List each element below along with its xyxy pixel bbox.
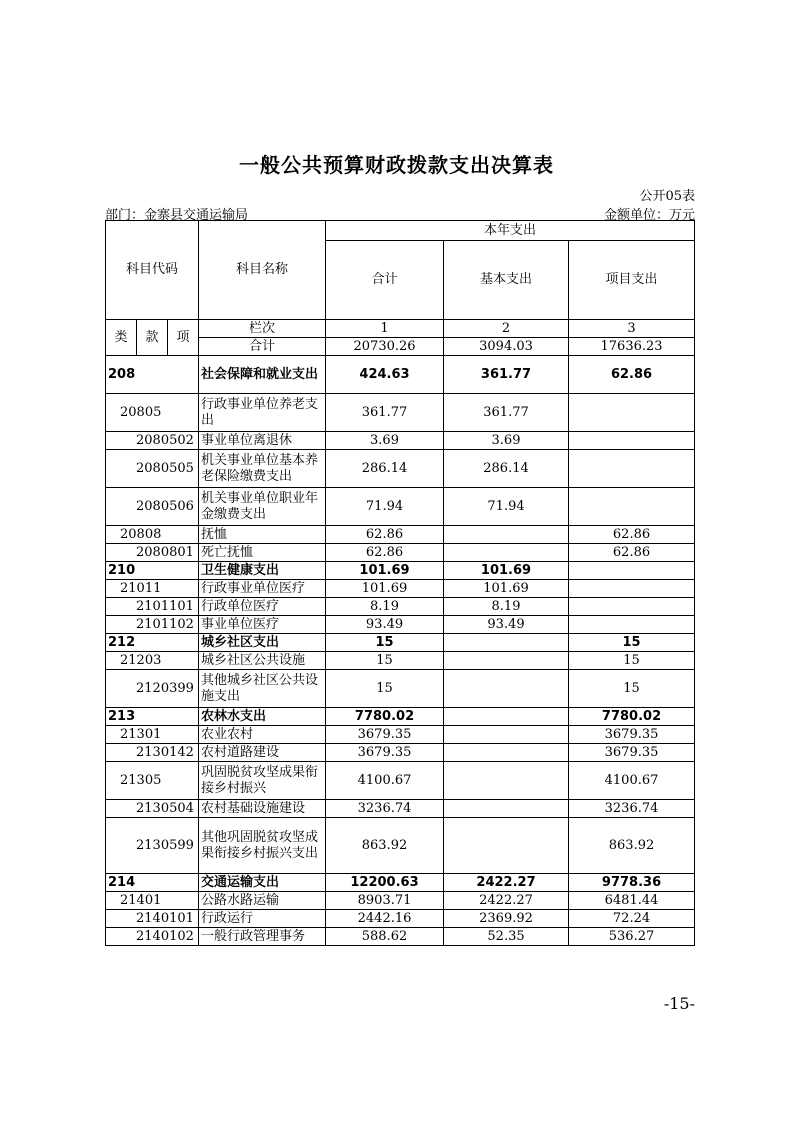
row-total: 12200.63 — [326, 874, 444, 892]
table-row — [106, 356, 695, 394]
row-basic: 361.77 — [444, 356, 569, 394]
row-basic: 8.19 — [444, 598, 569, 616]
row-name: 行政单位医疗 — [199, 598, 326, 616]
row-basic — [444, 634, 569, 652]
row-project — [569, 598, 695, 616]
row-code: 2140101 — [106, 910, 199, 928]
row-project — [569, 432, 695, 450]
grand-total-label: 合计 — [199, 338, 326, 356]
row-project: 4100.67 — [569, 762, 695, 800]
row-total: 424.63 — [326, 356, 444, 394]
row-basic — [444, 544, 569, 562]
row-basic: 3.69 — [444, 432, 569, 450]
table-row — [106, 800, 695, 818]
header-column-index: 栏次 — [199, 320, 326, 338]
header-current-year: 本年支出 — [326, 221, 695, 241]
row-code: 2140102 — [106, 928, 199, 946]
row-code: 208 — [106, 356, 199, 394]
row-basic — [444, 762, 569, 800]
row-basic: 101.69 — [444, 562, 569, 580]
row-project: 62.86 — [569, 544, 695, 562]
header-kuan: 款 — [137, 320, 168, 356]
row-code: 21305 — [106, 762, 199, 800]
row-code: 2130504 — [106, 800, 199, 818]
header-project: 项目支出 — [569, 241, 695, 320]
row-total: 3679.35 — [326, 726, 444, 744]
row-name: 农业农村 — [199, 726, 326, 744]
row-total: 4100.67 — [326, 762, 444, 800]
row-total: 71.94 — [326, 488, 444, 526]
row-name: 其他城乡社区公共设施支出 — [199, 670, 326, 708]
row-code: 2080502 — [106, 432, 199, 450]
row-total: 62.86 — [326, 544, 444, 562]
row-code: 214 — [106, 874, 199, 892]
row-total: 3.69 — [326, 432, 444, 450]
table-row — [106, 928, 695, 946]
grand-total-total: 20730.26 — [326, 338, 444, 356]
table-row — [106, 562, 695, 580]
row-total: 588.62 — [326, 928, 444, 946]
header-col2: 2 — [444, 320, 569, 338]
table-row — [106, 892, 695, 910]
row-name: 抚恤 — [199, 526, 326, 544]
row-total: 8903.71 — [326, 892, 444, 910]
row-code: 20808 — [106, 526, 199, 544]
row-basic: 361.77 — [444, 394, 569, 432]
row-project: 6481.44 — [569, 892, 695, 910]
table-row — [106, 762, 695, 800]
row-project: 9778.36 — [569, 874, 695, 892]
row-code: 2130142 — [106, 744, 199, 762]
row-code: 2080801 — [106, 544, 199, 562]
row-name: 城乡社区支出 — [199, 634, 326, 652]
row-total: 7780.02 — [326, 708, 444, 726]
table-row — [106, 580, 695, 598]
row-project — [569, 450, 695, 488]
row-name: 农林水支出 — [199, 708, 326, 726]
document-title: 一般公共预算财政拨款支出决算表 — [239, 153, 554, 177]
table-row — [106, 634, 695, 652]
row-name: 农村基础设施建设 — [199, 800, 326, 818]
row-code: 21203 — [106, 652, 199, 670]
row-total: 3679.35 — [326, 744, 444, 762]
row-project: 15 — [569, 652, 695, 670]
row-code: 2101102 — [106, 616, 199, 634]
row-name: 卫生健康支出 — [199, 562, 326, 580]
row-code: 2120399 — [106, 670, 199, 708]
row-basic: 71.94 — [444, 488, 569, 526]
row-basic: 2369.92 — [444, 910, 569, 928]
table-row — [106, 910, 695, 928]
row-basic: 286.14 — [444, 450, 569, 488]
row-project: 3679.35 — [569, 744, 695, 762]
row-basic — [444, 800, 569, 818]
row-total: 62.86 — [326, 526, 444, 544]
row-code: 2130599 — [106, 818, 199, 874]
row-project: 536.27 — [569, 928, 695, 946]
row-name: 行政运行 — [199, 910, 326, 928]
table-row — [106, 432, 695, 450]
row-code: 2101101 — [106, 598, 199, 616]
row-name: 公路水路运输 — [199, 892, 326, 910]
row-name: 行政事业单位养老支出 — [199, 394, 326, 432]
row-name: 一般行政管理事务 — [199, 928, 326, 946]
row-total: 2442.16 — [326, 910, 444, 928]
row-project: 15 — [569, 634, 695, 652]
row-basic — [444, 708, 569, 726]
row-project: 72.24 — [569, 910, 695, 928]
row-basic: 93.49 — [444, 616, 569, 634]
header-col1: 1 — [326, 320, 444, 338]
row-basic — [444, 818, 569, 874]
row-code: 213 — [106, 708, 199, 726]
row-project: 863.92 — [569, 818, 695, 874]
row-name: 死亡抚恤 — [199, 544, 326, 562]
row-basic — [444, 526, 569, 544]
row-project: 62.86 — [569, 356, 695, 394]
table-row — [106, 670, 695, 708]
row-project — [569, 394, 695, 432]
row-project — [569, 488, 695, 526]
row-basic — [444, 726, 569, 744]
row-code: 210 — [106, 562, 199, 580]
row-name: 农村道路建设 — [199, 744, 326, 762]
table-number: 公开05表 — [639, 189, 695, 204]
row-code: 212 — [106, 634, 199, 652]
table-row — [106, 598, 695, 616]
row-basic — [444, 652, 569, 670]
row-project: 3679.35 — [569, 726, 695, 744]
row-basic: 52.35 — [444, 928, 569, 946]
row-basic — [444, 744, 569, 762]
row-project: 15 — [569, 670, 695, 708]
row-name: 社会保障和就业支出 — [199, 356, 326, 394]
table-row — [106, 394, 695, 432]
row-basic: 2422.27 — [444, 892, 569, 910]
grand-total-basic: 3094.03 — [444, 338, 569, 356]
row-project — [569, 562, 695, 580]
row-name: 交通运输支出 — [199, 874, 326, 892]
row-project — [569, 580, 695, 598]
row-total: 361.77 — [326, 394, 444, 432]
table-row — [106, 544, 695, 562]
row-total: 101.69 — [326, 580, 444, 598]
row-name: 其他巩固脱贫攻坚成果衔接乡村振兴支出 — [199, 818, 326, 874]
table-row — [106, 744, 695, 762]
row-total: 93.49 — [326, 616, 444, 634]
row-name: 巩固脱贫攻坚成果衔接乡村振兴 — [199, 762, 326, 800]
table-row — [106, 526, 695, 544]
row-total: 8.19 — [326, 598, 444, 616]
table-row — [106, 488, 695, 526]
row-basic — [444, 670, 569, 708]
row-name: 机关事业单位职业年金缴费支出 — [199, 488, 326, 526]
row-project: 7780.02 — [569, 708, 695, 726]
table-row — [106, 616, 695, 634]
grand-total-project: 17636.23 — [569, 338, 695, 356]
row-total: 3236.74 — [326, 800, 444, 818]
department-label: 部门：金寨县交通运输局 — [105, 208, 249, 223]
row-code: 2080505 — [106, 450, 199, 488]
table-row — [106, 652, 695, 670]
row-code: 20805 — [106, 394, 199, 432]
row-name: 机关事业单位基本养老保险缴费支出 — [199, 450, 326, 488]
row-name: 事业单位离退休 — [199, 432, 326, 450]
row-total: 863.92 — [326, 818, 444, 874]
expenditure-table — [105, 220, 695, 946]
amount-unit-label: 金额单位：万元 — [603, 208, 695, 223]
row-code: 2080506 — [106, 488, 199, 526]
row-code: 21301 — [106, 726, 199, 744]
table-row — [106, 450, 695, 488]
table-row — [106, 726, 695, 744]
row-total: 15 — [326, 652, 444, 670]
row-code: 21401 — [106, 892, 199, 910]
row-project: 3236.74 — [569, 800, 695, 818]
header-total: 合计 — [326, 241, 444, 320]
header-name: 科目名称 — [199, 221, 326, 320]
row-basic: 101.69 — [444, 580, 569, 598]
row-code: 21011 — [106, 580, 199, 598]
row-name: 行政事业单位医疗 — [199, 580, 326, 598]
row-total: 15 — [326, 670, 444, 708]
header-row-3 — [106, 320, 695, 338]
header-code: 科目代码 — [106, 221, 199, 320]
header-basic: 基本支出 — [444, 241, 569, 320]
table-row — [106, 874, 695, 892]
row-total: 15 — [326, 634, 444, 652]
row-total: 101.69 — [326, 562, 444, 580]
header-lei: 类 — [106, 320, 137, 356]
row-project — [569, 616, 695, 634]
table-row — [106, 708, 695, 726]
page-number: -15- — [663, 994, 695, 1013]
row-project: 62.86 — [569, 526, 695, 544]
table-row — [106, 818, 695, 874]
header-xiang: 项 — [168, 320, 199, 356]
header-col3: 3 — [569, 320, 695, 338]
row-name: 事业单位医疗 — [199, 616, 326, 634]
row-total: 286.14 — [326, 450, 444, 488]
row-name: 城乡社区公共设施 — [199, 652, 326, 670]
header-row-1 — [106, 221, 695, 241]
row-basic: 2422.27 — [444, 874, 569, 892]
